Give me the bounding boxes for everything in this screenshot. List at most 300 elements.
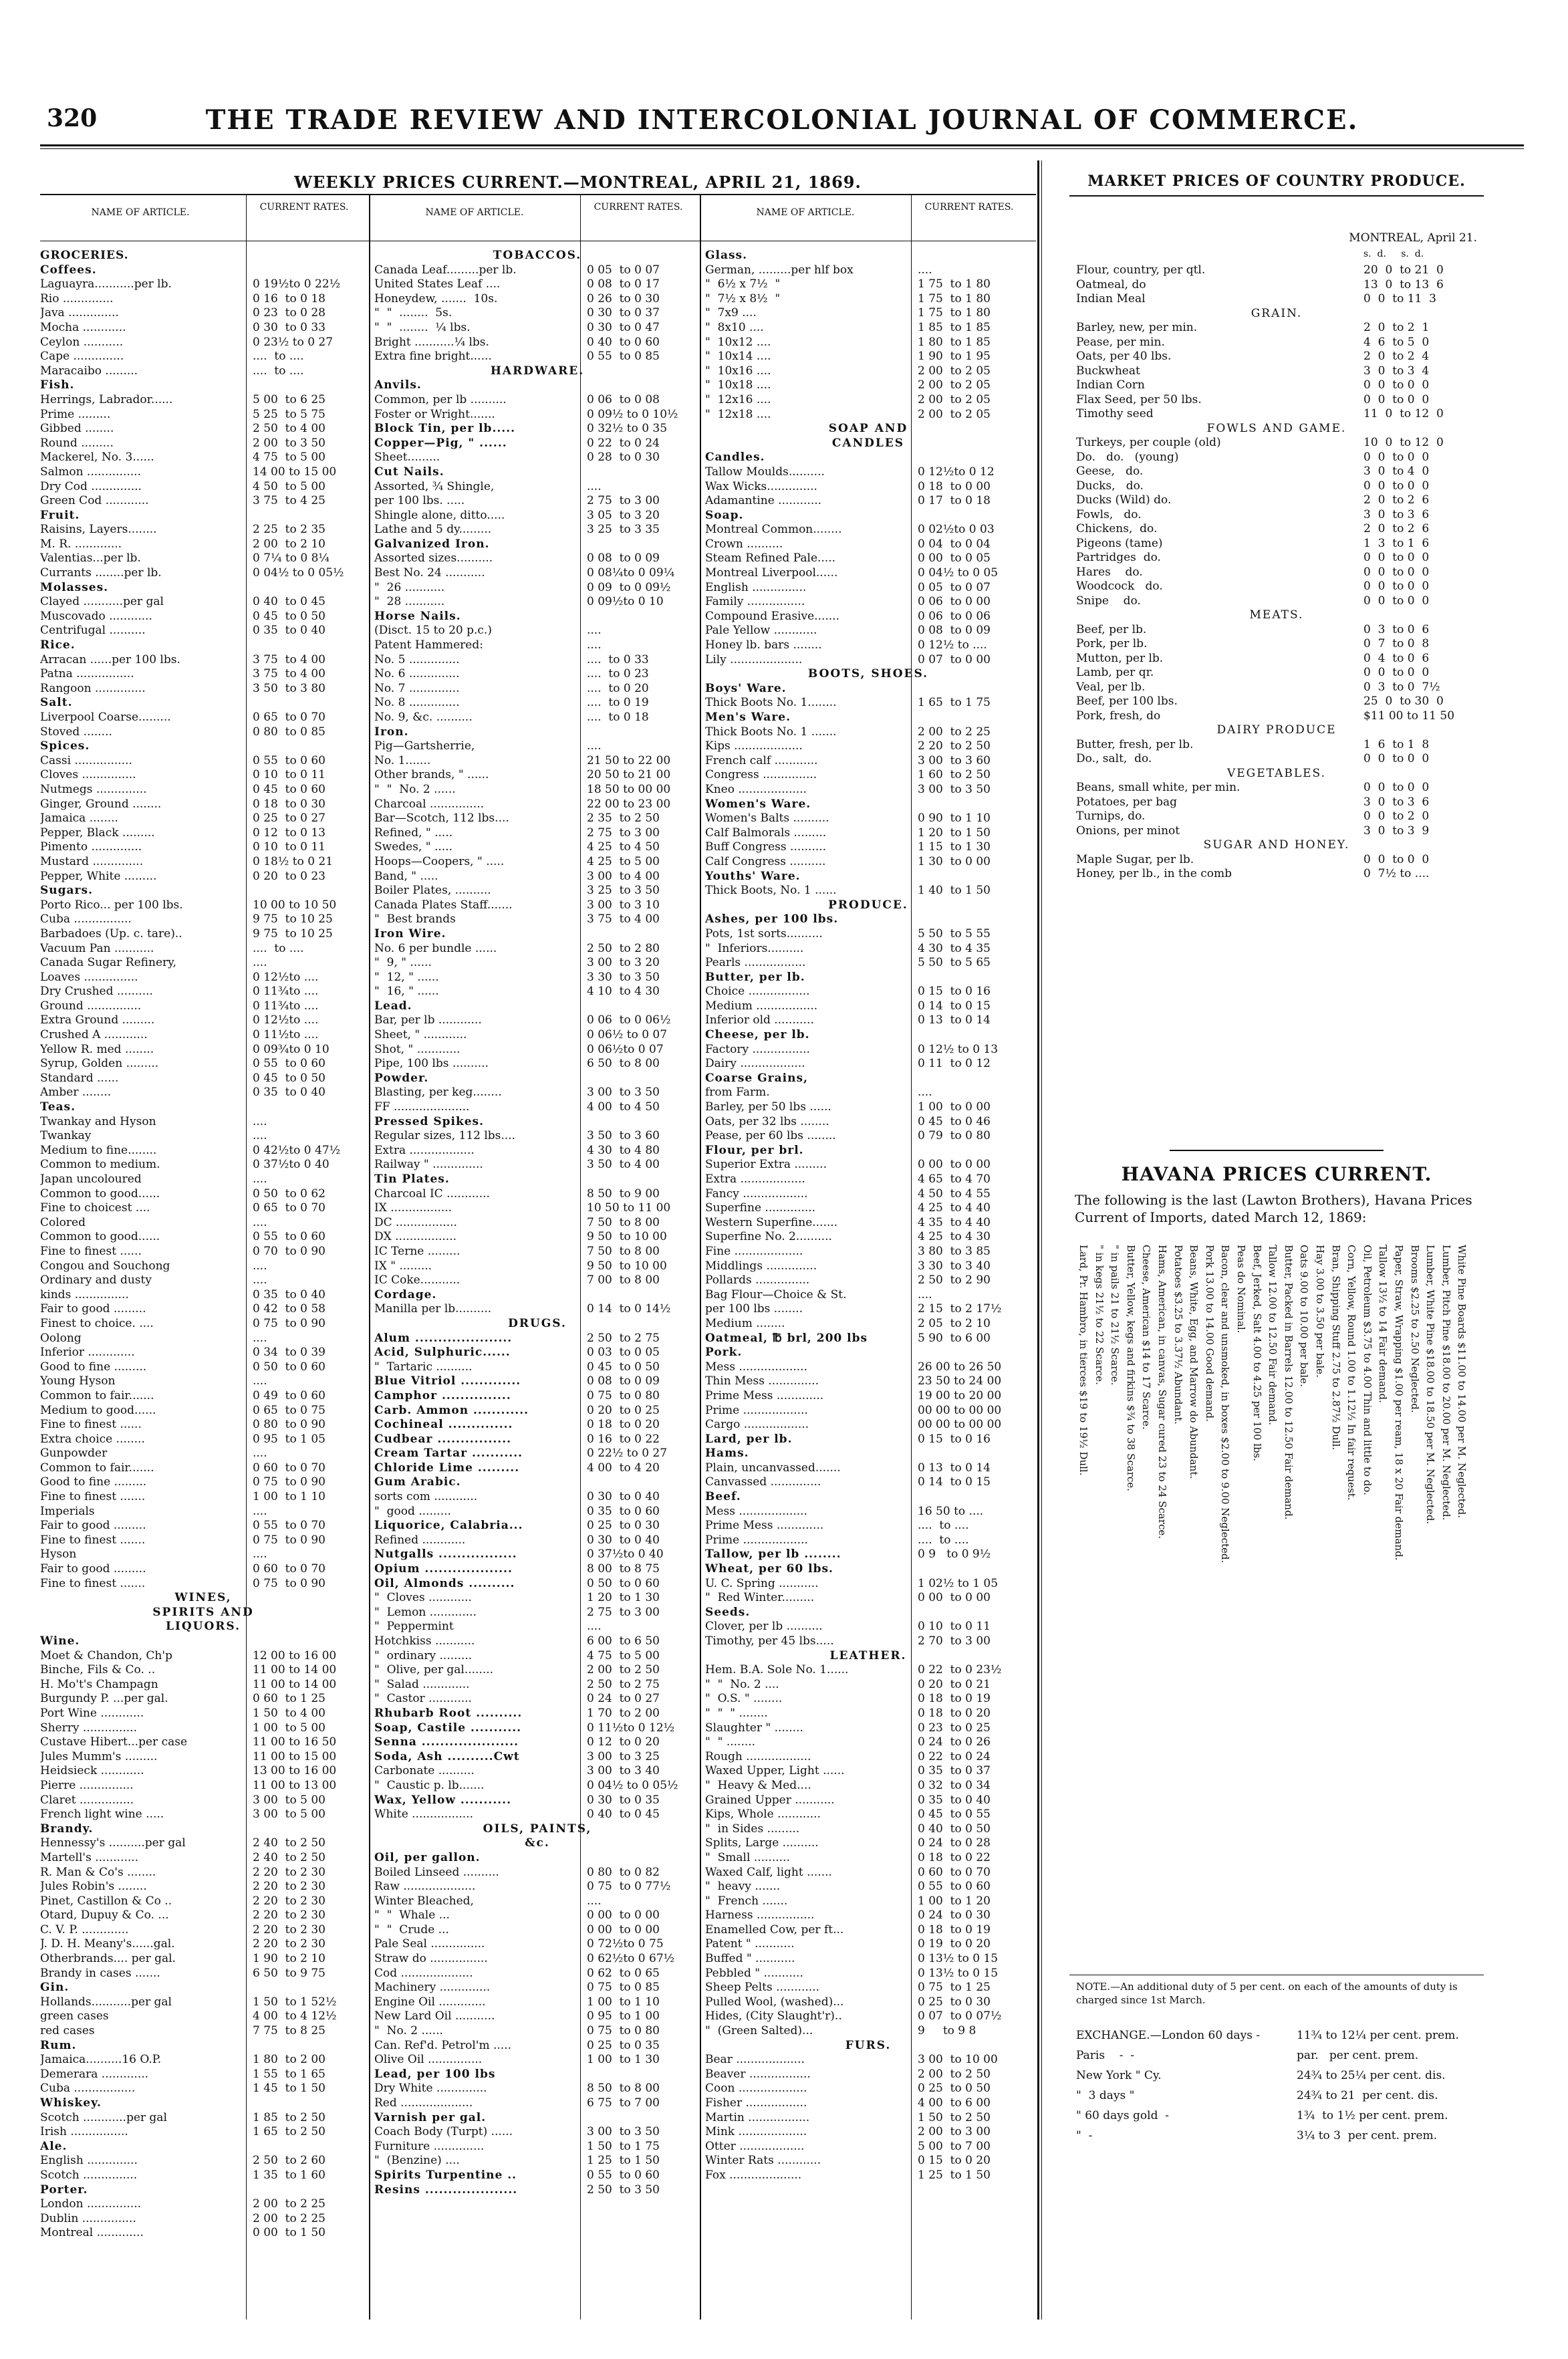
section-heading [374,1547,700,1562]
price-row [705,277,1031,292]
article-name: Buckwheat [1076,364,1140,378]
article-name: Porter. [40,2183,88,2197]
article-name: Laguayra...........per lb. [40,277,172,291]
havana-entry [1155,1245,1170,1973]
price-row [374,711,700,725]
current-rate: 0 12½to 0 12 [918,465,995,479]
current-rate: 2 00 to 2 25 [253,2197,325,2211]
current-rate: 2 00 to 3 00 [918,2125,991,2139]
price-row [40,480,366,495]
price-row [705,306,1031,321]
section-heading [374,378,700,393]
section-heading [40,1606,366,1620]
article-name: Fair to good ......... [40,1302,146,1316]
price-row [1076,479,1477,494]
article-name: Waxed Upper, Light ...... [705,1764,845,1778]
section-heading [374,537,700,552]
article-name: English ............... [705,580,807,594]
current-rate: 3 00 to 10 00 [918,2053,998,2067]
article-name: " Small .......... [705,1850,790,1864]
article-name: Shingle alone, ditto..... [374,508,505,522]
article-name: red cases [40,2024,95,2038]
article-name: Pierre ............... [40,1778,134,1792]
price-row [40,1995,366,2010]
current-rate: 0 24 to 0 27 [587,1692,660,1706]
current-rate: 0 35 to 0 37 [918,1764,991,1778]
article-name: C. V. P. ............. [40,1922,129,1937]
article-name: Boiler Plates, .......... [374,884,491,898]
article-name: Tin Plates. [374,1172,450,1186]
current-rate: .... [253,1114,267,1128]
article-name: H. Mo't's Champagn [40,1677,158,1691]
current-rate: 1 50 to 1 52½ [253,1995,337,2009]
price-row [705,1952,1031,1967]
current-rate: 0 32 to 0 34 [918,1778,991,1792]
current-rate: 1 80 to 1 85 [918,335,991,349]
current-rate: 0 14 to 0 14½ [587,1302,671,1316]
price-row [705,1418,1031,1433]
price-row [705,1981,1031,1995]
article-name: Maracaibo ......... [40,364,138,378]
current-rate: 0 15 to 0 20 [918,2154,991,2168]
article-name: Pulled Wool, (washed)... [705,1995,844,2009]
article-name: Iron. [374,725,409,739]
current-rate: 2 70 to 3 00 [918,1634,991,1648]
article-name: Honeydew, ....... 10s. [374,291,498,305]
price-row [1076,824,1477,839]
price-row [40,2212,366,2227]
price-row [705,1577,1031,1592]
price-row [1076,393,1477,408]
article-name: Superfine No. 2.......... [705,1230,832,1244]
article-name: Vacuum Pan ........... [40,941,154,955]
price-row [40,1577,366,1592]
current-rate: 0 45 to 0 55 [918,1808,991,1822]
current-rate: 0 06½to 0 07 [587,1042,664,1056]
article-name: Congress ............... [705,768,817,782]
article-name: VEGETABLES. [1227,766,1326,780]
price-row [40,350,366,364]
current-rate: 0 0 to 0 0 [1363,666,1430,679]
price-row [40,783,366,797]
article-name: Cassi ................ [40,753,132,767]
article-name: Kips ................... [705,739,803,753]
price-row [705,624,1031,638]
current-rate: 1 90 to 2 10 [253,1952,325,1966]
article-name: Inferior old ........... [705,1013,814,1027]
article-name: FURS. [845,2038,892,2052]
price-row [40,1562,366,1577]
section-heading [374,1836,700,1851]
article-name: " Cloves ............ [374,1591,472,1605]
current-rate: 1 35 to 1 60 [253,2168,325,2182]
article-name: J. D. H. Meany's......gal. [40,1937,175,1951]
price-row [705,1995,1031,2010]
section-heading [40,581,366,596]
article-name: " in Sides ......... [705,1822,800,1836]
section-heading [374,364,700,379]
current-rate: 0 95 to 1 05 [253,1432,325,1446]
current-rate: 0 23½ to 0 27 [253,335,334,349]
price-row [374,509,700,523]
price-row [374,1533,700,1548]
price-row [1076,378,1477,393]
article-name: FOWLS AND GAME. [1206,421,1347,435]
current-rate: 2 20 to 2 50 [918,739,991,753]
current-rate: 0 18 to 0 30 [253,797,325,811]
article-name: MEATS. [1249,608,1304,622]
column-divider [1041,160,1042,2320]
current-rate: 0 3 to 0 6 [1363,622,1430,636]
article-name: Olive Oil ............... [374,2053,483,2067]
price-row [705,783,1031,797]
price-row [374,494,700,509]
article-name: Senna ..................... [374,1735,519,1749]
section-heading [40,696,366,711]
price-row [374,1880,700,1894]
current-rate: 2 15 to 2 17½ [918,1302,1002,1316]
price-row [705,494,1031,509]
price-row [374,336,700,350]
current-rate: 0 12½to .... [253,970,319,984]
article-name: Spices. [40,739,90,753]
article-name: Java .............. [40,306,119,320]
article-name: " 28 ........... [374,595,445,609]
current-rate: 0 11¾to .... [253,999,319,1013]
article-name: sorts com ............ [374,1490,478,1504]
section-heading [1076,608,1477,623]
column-header-name: NAME OF ARTICLE. [756,207,855,218]
article-name: Hyson [40,1547,77,1562]
price-row [40,2168,366,2183]
current-rate: 0 45 to 0 46 [918,1114,991,1128]
current-rate: 1 20 to 1 50 [918,826,991,840]
article-name: Boiled Linseed .......... [374,1865,499,1879]
current-rate: 0 9 to 0 9½ [918,1547,991,1562]
price-row [374,306,700,321]
section-heading [705,1433,1031,1447]
article-name: Charcoal ............... [374,797,485,811]
weekly-prices-title: WEEKLY PRICES CURRENT.—MONTREAL, APRIL 21, 1869. [294,172,862,192]
article-name: Cuba ................. [40,2082,136,2096]
price-row [40,2226,366,2241]
price-row [705,1043,1031,1058]
current-rate: 0 40 to 0 45 [253,595,325,609]
section-heading [705,682,1031,697]
article-name: Manilla per lb.......... [374,1302,492,1316]
price-row [374,1634,700,1649]
article-name: Rangoon .............. [40,681,146,695]
price-row [40,999,366,1014]
article-name: New Lard Oil ........... [374,2009,495,2023]
price-row [374,523,700,537]
section-heading [374,999,700,1014]
article-name: Hem. B.A. Sole No. 1...... [705,1663,849,1677]
price-row [1076,853,1477,868]
current-rate: .... [587,1894,602,1908]
price-row [374,1086,700,1100]
price-row [40,1779,366,1793]
article-name: " Tartaric .......... [374,1360,473,1374]
article-name: Sheet......... [374,451,440,465]
price-row [1076,680,1477,695]
current-rate: 2 75 to 3 00 [587,494,660,508]
article-name: Common to medium. [40,1158,160,1172]
price-row [40,1505,366,1519]
article-name: Assorted, ¾ Shingle, [374,479,495,493]
havana-entry [1392,1245,1406,1973]
havana-entry-text: Bacon, clear and unsmoked, in boxes $2.00 to 9.00 Neglected. [1219,1245,1232,1564]
price-row [1076,695,1477,709]
article-name: Oatmeal, ℔ brl, 200 lbs [705,1331,868,1345]
havana-entry-text: Butter, Yellow, kegs and firkins $¾ to 38 Scarce. [1124,1245,1137,1491]
price-row [40,1692,366,1707]
price-row [705,927,1031,942]
current-rate: 0 35 to 0 40 [918,1793,991,1807]
price-row [374,393,700,408]
price-row [40,1043,366,1058]
current-rate: 1 55 to 1 65 [253,2067,325,2081]
havana-entry-text: Paper, Straw, Wrapping $1.00 per ream, 18 x 20 Fair demand. [1393,1245,1405,1561]
current-rate: 9 50 to 10 00 [587,1259,667,1273]
article-name: Kneo ................... [705,782,807,796]
article-name: Butter, per lb. [705,970,805,984]
price-row [705,1288,1031,1303]
article-name: Women's Balts .......... [705,812,829,826]
price-row [40,2125,366,2140]
price-row [40,1144,366,1158]
price-row [374,1692,700,1707]
article-name: Flour, country, per qtl. [1076,263,1206,277]
section-heading [705,1144,1031,1158]
article-name: Indian Meal [1076,292,1146,305]
price-row [1076,752,1477,767]
price-row [374,1100,700,1115]
current-rate: 0 30 to 0 40 [587,1490,660,1504]
price-row [1076,594,1477,609]
article-name: Beef, per 100 lbs. [1076,695,1178,708]
article-name: Jules Robin's ........ [40,1880,147,1894]
current-rate: 0 0 to 0 0 [1363,450,1430,464]
current-rate: .... to 0 23 [587,667,649,681]
article-name: Jamaica ........ [40,812,118,826]
article-name: Timothy, per 45 lbs..... [705,1634,834,1648]
current-rate: .... [253,1447,267,1461]
current-rate: 4 6 to 5 0 [1363,335,1430,349]
havana-entry [1344,1245,1359,1973]
price-row [40,537,366,552]
article-name: PRODUCE. [828,898,908,912]
price-row [705,1721,1031,1736]
page-title: THE TRADE REVIEW AND INTERCOLONIAL JOURNAL OF COMMERCE. [205,104,1359,136]
current-rate: 0 55 to 0 85 [587,350,660,364]
article-name: Pebbled " ........... [705,1966,803,1980]
article-name: Currants ........per lb. [40,566,162,580]
current-rate: 2 50 to 3 50 [587,2183,660,2197]
havana-entry [1408,1245,1422,1973]
price-row [40,1764,366,1779]
current-rate: 0 4 to 0 6 [1363,651,1430,665]
article-name: " Olive, per gal........ [374,1663,494,1677]
article-name: Irish ................ [40,2125,128,2139]
section-heading [374,249,700,263]
article-name: Tallow, per lb ........ [705,1547,841,1562]
havana-entry-text: Cheese, American $14 to 17 Scarce. [1140,1245,1153,1430]
exchange-label: " - [1076,2129,1093,2142]
price-row [705,1880,1031,1894]
article-name: Soap, Castile ........... [374,1721,522,1735]
exchange-label: EXCHANGE.—London 60 days - [1076,2029,1261,2042]
havana-entry [1076,1245,1091,1973]
section-heading [374,1822,700,1837]
article-name: Lamb, per qr. [1076,666,1154,679]
price-row [705,1216,1031,1231]
price-row [705,1937,1031,1952]
article-name: Turnips, do. [1076,810,1146,823]
article-name: Brandy in cases ....... [40,1966,160,1980]
current-rate: 4 75 to 5 00 [587,1648,660,1662]
price-row [40,898,366,913]
current-rate: 0 12½to .... [253,1013,319,1027]
current-rate: 0 04 to 0 04 [918,537,991,551]
article-name: " 9, " ...... [374,956,432,970]
section-heading [1076,767,1477,781]
article-name: Bright ...........¼ lbs. [374,335,489,349]
price-row [374,898,700,913]
current-rate: 3 00 to 3 60 [918,753,991,767]
price-row [374,2039,700,2054]
price-row [705,754,1031,769]
article-name: Scotch ............... [40,2168,138,2182]
article-name: Pinet, Castillon & Co .. [40,1894,172,1908]
current-rate: 1 45 to 1 50 [253,2082,325,2096]
article-name: Port Wine ............ [40,1706,144,1720]
current-rate: .... [918,1086,932,1100]
article-name: " 12x18 .... [705,407,771,421]
current-rate: 3 00 to 3 40 [587,1764,660,1778]
price-row [705,1707,1031,1721]
price-row [705,1808,1031,1822]
price-row [374,956,700,971]
havana-title: HAVANA PRICES CURRENT. [1121,1163,1432,1185]
section-heading [374,2168,700,2183]
article-name: Compound Erasive....... [705,609,839,623]
current-rate: 0 00 to 0 00 [587,1908,660,1922]
section-heading [374,1475,700,1490]
section-heading [40,1620,366,1634]
price-row [705,350,1031,364]
article-name: Coach Body (Turpt) ...... [374,2125,513,2139]
article-name: No. 1....... [374,753,431,767]
current-rate: 0 23 to 0 28 [253,306,325,320]
article-name: Extra Ground ......... [40,1013,155,1027]
article-name: Prime Mess ............. [705,1388,824,1402]
article-name: R. Man & Co's ........ [40,1865,156,1879]
section-heading [40,1591,366,1606]
current-rate: 10 00 to 10 50 [253,898,337,912]
price-row [705,942,1031,957]
section-heading [40,1100,366,1115]
article-name: CANDLES [831,436,905,450]
price-row [40,393,366,408]
price-row [374,1952,700,1967]
current-rate: 2 00 to 2 05 [918,378,991,392]
current-rate: 0 15 to 0 16 [918,1432,991,1446]
country-produce-list [1076,263,1477,882]
article-name: Pressed Spikes. [374,1114,485,1128]
current-rate: 0 75 to 0 85 [587,1981,660,1995]
price-row [40,494,366,509]
price-row [40,1259,366,1274]
article-name: WINES, [174,1591,232,1605]
article-name: Montreal Common........ [705,523,842,537]
article-name: Adamantine ............ [705,494,822,508]
current-rate: 4 30 to 4 35 [918,941,991,955]
havana-entry [1250,1245,1265,1973]
price-row [1076,709,1477,724]
current-rate: 0 62½to 0 67½ [587,1952,675,1966]
article-name: Timothy seed [1076,407,1154,420]
current-rate: 1 15 to 1 30 [918,840,991,854]
price-row [40,1894,366,1909]
current-rate: 0 0 to 11 3 [1363,292,1436,305]
section-heading [705,422,1031,437]
article-name: Varnish per gal. [374,2110,487,2124]
current-rate: 00 00 to 00 00 [918,1418,1002,1432]
havana-entry-text: " in kegs 21½ to 22 Scarce. [1093,1245,1105,1385]
current-rate: 0 35 to 0 60 [587,1504,660,1518]
price-row [40,1880,366,1894]
exchange-row [1076,2025,1477,2045]
article-name: Pepper, White ......... [40,869,157,883]
article-name: Salmon ............... [40,465,141,479]
price-row [705,1115,1031,1130]
article-name: Ground ............... [40,999,142,1013]
article-name: &c. [525,1836,550,1850]
current-rate: 4 10 to 4 30 [587,985,660,999]
article-name: Pepper, Black ......... [40,826,155,840]
article-name: No. 6 per bundle ...... [374,941,497,955]
price-row [374,1606,700,1620]
current-rate: .... [587,1620,602,1634]
current-rate: 2 00 to 2 25 [253,2211,325,2225]
price-row [705,2154,1031,2168]
price-row [40,2053,366,2068]
current-rate: 0 06½ to 0 07 [587,1028,668,1042]
article-name: Twankay and Hyson [40,1114,156,1128]
article-name: Nutgalls ................. [374,1547,517,1562]
current-rate: 6 50 to 9 75 [253,1966,325,1980]
column-header-name: NAME OF ARTICLE. [91,207,190,218]
section-heading [374,1707,700,1721]
current-rate: 0 09 to 0 09½ [587,580,671,594]
article-name: Wine. [40,1634,80,1648]
section-heading [705,667,1031,682]
current-rate: 0 24 to 0 26 [918,1735,991,1749]
price-row [40,1187,366,1202]
current-rate: .... [253,1172,267,1186]
section-heading [705,1447,1031,1461]
section-heading [705,912,1031,927]
current-rate: 0 08¼to 0 09¼ [587,566,675,580]
section-heading [374,1577,700,1592]
price-row [40,1750,366,1765]
article-name: Oolong [40,1331,82,1345]
price-row [40,1028,366,1043]
havana-entry [1265,1245,1280,1973]
price-row [705,1822,1031,1837]
article-name: Sugars. [40,884,93,898]
